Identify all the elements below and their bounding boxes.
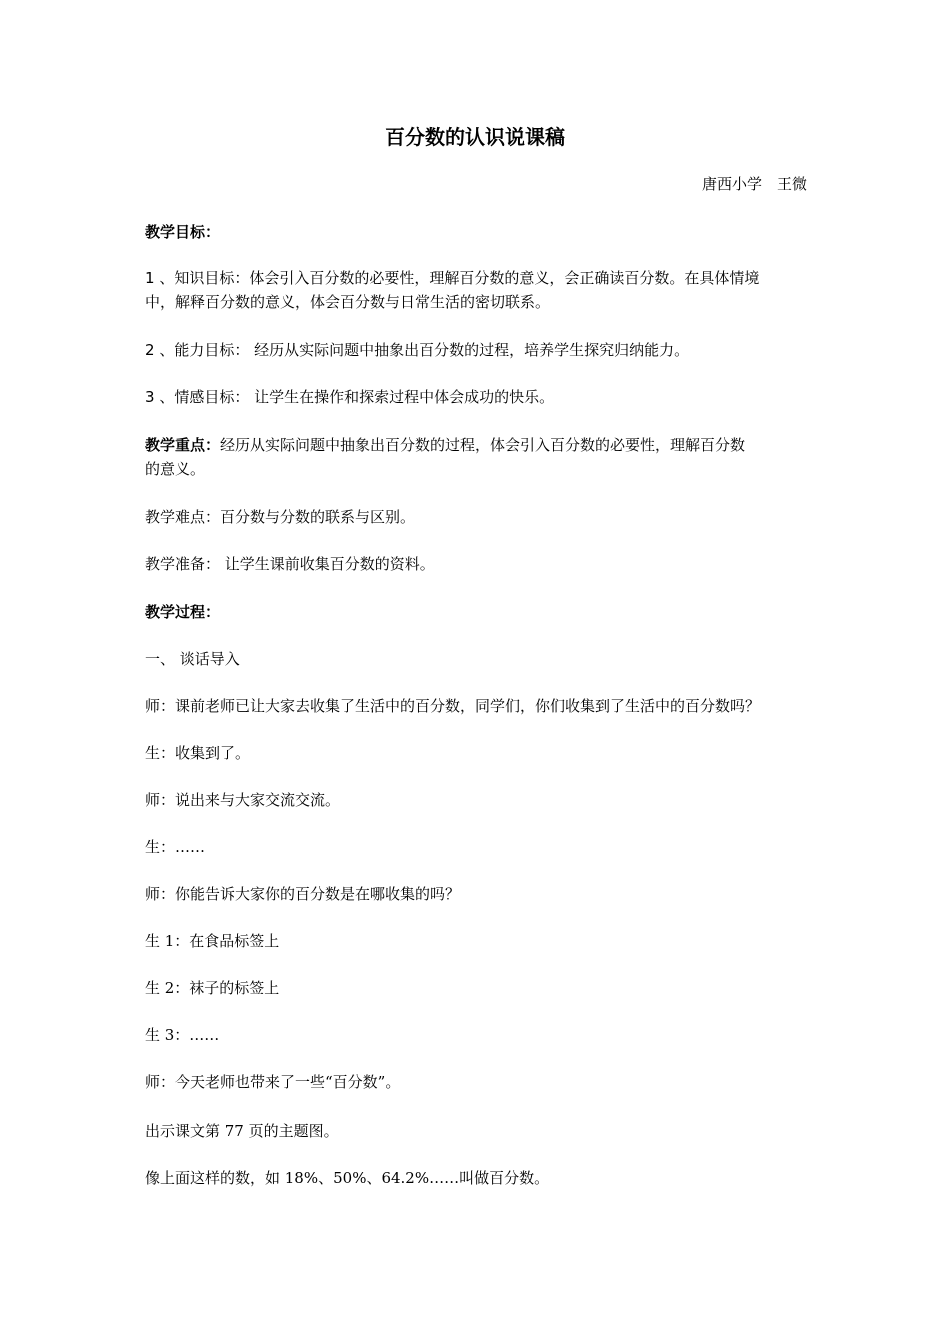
objective-1	[145, 266, 813, 290]
objective-2-text: 、能力目标： 经历从实际问题中抽象出百分数的过程，培养学生探究归纳能力。	[159, 341, 690, 359]
dialogue-line: 像上面这样的数，如 18%、50%、64.2%……叫做百分数。	[145, 1169, 550, 1187]
author-line: 唐西小学 王微	[701, 175, 807, 193]
key-points-line2: 的意义。	[145, 460, 206, 478]
objective-2-number: 2	[145, 341, 155, 359]
key-points-label: 教学重点：	[145, 436, 221, 454]
dialogue-line: 师：今天老师也带来了一些“百分数”。	[145, 1073, 401, 1091]
document-title: 百分数的认识说课稿	[385, 125, 565, 149]
dialogue-line: 生：……	[145, 838, 206, 856]
dialogue-line: 出示课文第 77 页的主题图。	[145, 1122, 339, 1140]
process-heading: 教学过程：	[145, 603, 221, 621]
dialogue-line: 生：收集到了。	[145, 744, 251, 762]
dialogue-line: 生 2：袜子的标签上	[145, 979, 280, 997]
dialogue-line: 师：说出来与大家交流交流。	[145, 791, 341, 809]
objective-3-text: 、情感目标： 让学生在操作和探索过程中体会成功的快乐。	[159, 388, 555, 406]
objective-1-line2: 中，解释百分数的意义，体会百分数与日常生活的密切联系。	[145, 293, 551, 311]
dialogue-line: 生 3：……	[145, 1026, 220, 1044]
objective-2	[145, 338, 813, 362]
key-points	[145, 433, 813, 457]
objective-3	[145, 385, 813, 409]
section-1-heading: 一、 谈话导入	[145, 650, 240, 668]
objective-1-number: 1	[145, 269, 155, 287]
objectives-heading: 教学目标：	[145, 223, 221, 241]
dialogue-line: 师：课前老师已让大家去收集了生活中的百分数，同学们，你们收集到了生活中的百分数吗？	[145, 697, 761, 715]
objective-1-text: 、知识目标：体会引入百分数的必要性，理解百分数的意义，会正确读百分数。在具体情境	[159, 269, 760, 287]
dialogue-line: 师：你能告诉大家你的百分数是在哪收集的吗？	[145, 885, 461, 903]
difficulty-line: 教学难点：百分数与分数的联系与区别。	[145, 508, 416, 526]
objective-3-number: 3	[145, 388, 155, 406]
key-points-text: 经历从实际问题中抽象出百分数的过程，体会引入百分数的必要性，理解百分数	[220, 436, 746, 454]
dialogue-line: 生 1：在食品标签上	[145, 932, 280, 950]
preparation-line: 教学准备： 让学生课前收集百分数的资料。	[145, 555, 435, 573]
